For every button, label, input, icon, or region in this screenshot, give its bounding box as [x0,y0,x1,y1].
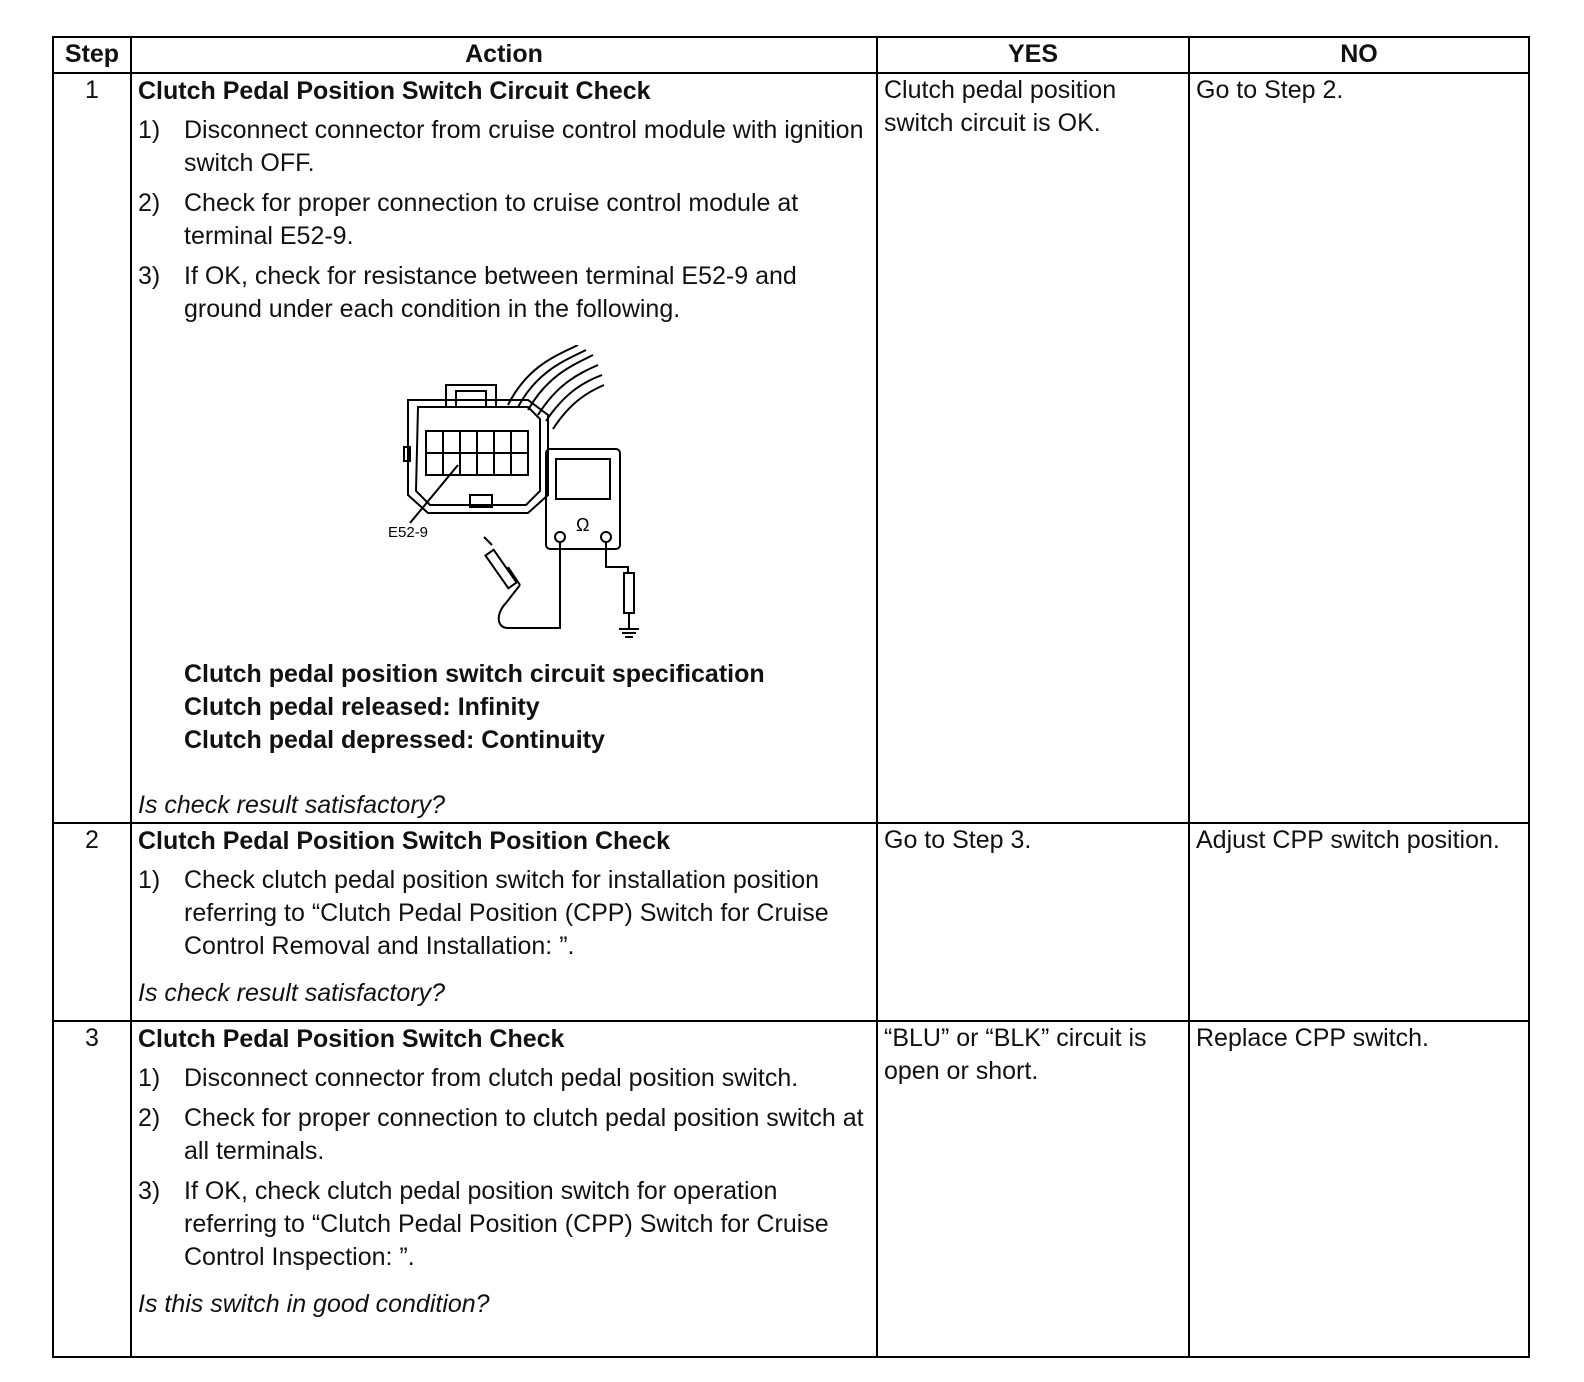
yes-cell: Clutch pedal position switch circuit is OK. [877,73,1189,823]
no-cell: Go to Step 2. [1189,73,1529,823]
header-no: NO [1189,37,1529,73]
step-row-3 [53,1021,1529,1357]
procedure-item: 2) Check for proper connection to cruise control module at terminal E52-9. [138,189,799,250]
check-question: Is check result satisfactory? [138,791,446,819]
step-title: Clutch Pedal Position Switch Circuit Check [138,77,651,105]
yes-cell: Go to Step 3. [877,823,1189,1021]
check-question: Is check result satisfactory? [138,979,446,1007]
procedure-item: 3) If OK, check for resistance between terminal E52-9 and ground under each condition in the following. [138,262,797,323]
yes-cell: “BLU” or “BLK” circuit is open or short. [877,1021,1189,1357]
procedure-item: 1) Disconnect connector from cruise control module with ignition switch OFF. [138,116,864,177]
procedure-item: 1) Disconnect connector from clutch pedal position switch. [138,1064,799,1092]
step-title: Clutch Pedal Position Switch Position Check [138,827,671,855]
header-action: Action [131,37,877,73]
spec-line: Clutch pedal position switch circuit specification [184,660,765,688]
header-row [53,37,1529,73]
check-question: Is this switch in good condition? [138,1290,490,1318]
step-number: 3 [53,1021,131,1357]
action-cell [131,73,877,823]
procedure-item: 2) Check for proper connection to clutch pedal position switch at all terminals. [138,1104,864,1165]
procedure-item: 1) Check clutch pedal position switch for installation position referring to “Clutch Pedal Position (CPP) Switch for Cruise Control Removal and Installation: ”. [138,866,829,960]
connector-ohmmeter-diagram [138,333,870,658]
action-cell [131,1021,877,1357]
troubleshooting-table [52,36,1528,1358]
step-number: 2 [53,823,131,1021]
specification [184,658,870,757]
no-cell: Adjust CPP switch position. [1189,823,1529,1021]
step-number: 1 [53,73,131,823]
procedure-list [138,114,870,326]
action-cell [131,823,877,1021]
step-row-1 [53,73,1529,823]
terminal-label: E52-9 [388,524,429,541]
diagram-svg [388,345,688,645]
step-title: Clutch Pedal Position Switch Check [138,1025,565,1053]
no-cell: Replace CPP switch. [1189,1021,1529,1357]
spec-line: Clutch pedal depressed: Continuity [184,726,605,754]
header-yes: YES [877,37,1189,73]
spec-line: Clutch pedal released: Infinity [184,693,540,721]
step-row-2 [53,823,1529,1021]
procedure-list [138,1062,870,1274]
header-step: Step [53,37,131,73]
procedure-list [138,864,870,963]
procedure-item: 3) If OK, check clutch pedal position switch for operation referring to “Clutch Pedal Position (CPP) Switch for Cruise Control Inspection: ”. [138,1177,829,1271]
ohm-symbol: Ω [576,515,590,535]
